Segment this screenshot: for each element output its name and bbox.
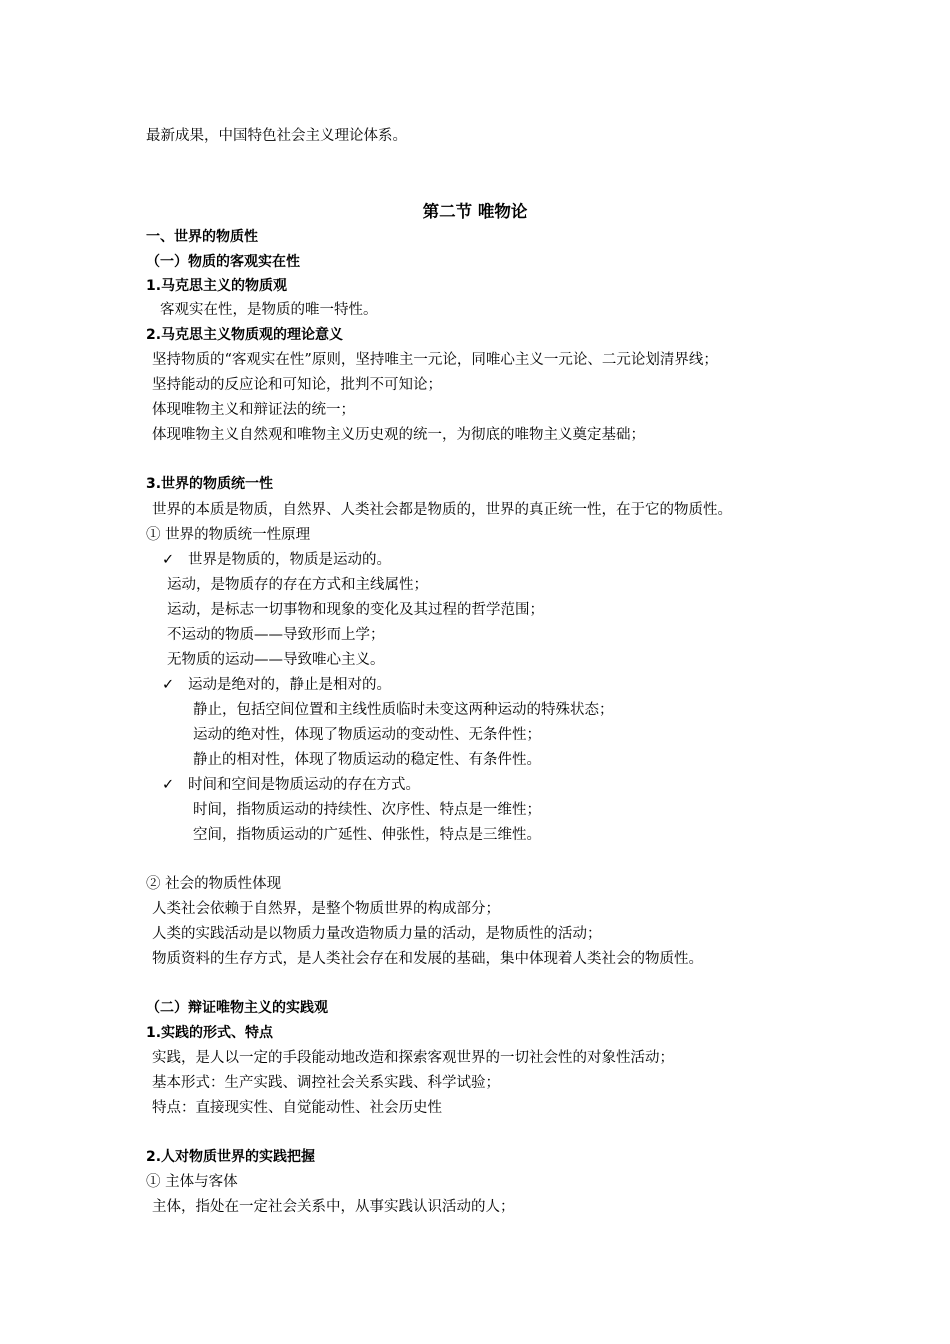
paragraph-line: 运动，是物质存的存在方式和主线属性； [167, 577, 428, 593]
bullet-item [162, 675, 391, 695]
bullet-item [162, 550, 391, 570]
paragraph-line: 无物质的运动——导致唯心主义。 [167, 652, 385, 668]
subsection-title: ① 主体与客体 [146, 1174, 238, 1190]
heading-practice-forms: 1.实践的形式、特点 [146, 1025, 274, 1041]
heading-marxist-matter-view: 1.马克思主义的物质观 [146, 278, 288, 294]
paragraph-line: 世界的本质是物质，自然界、人类社会都是物质的，世界的真正统一性，在于它的物质性。 [152, 502, 732, 518]
section-title: 第二节 唯物论 [422, 202, 528, 221]
checkmark-icon: ✓ [162, 677, 175, 693]
heading-world-materiality: 一、世界的物质性 [146, 229, 258, 245]
paragraph-line: 运动的绝对性，体现了物质运动的变动性、无条件性； [193, 727, 541, 743]
paragraph-line: 物质资料的生存方式，是人类社会存在和发展的基础，集中体现着人类社会的物质性。 [152, 951, 703, 967]
paragraph-line: 坚持物质的“客观实在性”原则，坚持唯主一元论，同唯心主义一元论、二元论划清界线； [152, 352, 718, 368]
bullet-text: 世界是物质的，物质是运动的。 [188, 552, 391, 568]
heading-practical-grasp: 2.人对物质世界的实践把握 [146, 1149, 316, 1165]
paragraph-line: 特点：直接现实性、自觉能动性、社会历史性 [152, 1100, 442, 1116]
bullet-text: 时间和空间是物质运动的存在方式。 [188, 777, 420, 793]
paragraph-line: 静止，包括空间位置和主线性质临时未变这两种运动的特殊状态； [193, 702, 614, 718]
bullet-item [162, 775, 420, 795]
heading-theoretical-significance: 2.马克思主义物质观的理论意义 [146, 327, 344, 343]
paragraph-line: 空间，指物质运动的广延性、伸张性，特点是三维性。 [193, 827, 541, 843]
heading-material-unity: 3.世界的物质统一性 [146, 476, 274, 492]
paragraph-line: 运动，是标志一切事物和现象的变化及其过程的哲学范围； [167, 602, 544, 618]
paragraph-line: 客观实在性，是物质的唯一特性。 [160, 302, 378, 318]
paragraph-line: 基本形式：生产实践、调控社会关系实践、科学试验； [152, 1075, 500, 1091]
checkmark-icon: ✓ [162, 777, 175, 793]
paragraph-line: 实践，是人以一定的手段能动地改造和探索客观世界的一切社会性的对象性活动； [152, 1050, 674, 1066]
paragraph-line: 静止的相对性，体现了物质运动的稳定性、有条件性。 [193, 752, 541, 768]
subheading-practice-view: （二）辩证唯物主义的实践观 [146, 1000, 328, 1016]
subsection-title: ① 世界的物质统一性原理 [146, 527, 311, 543]
paragraph-line: 时间，指物质运动的持续性、次序性、特点是一维性； [193, 802, 541, 818]
paragraph-line: 坚持能动的反应论和可知论，批判不可知论； [152, 377, 442, 393]
paragraph-line: 不运动的物质——导致形而上学； [167, 627, 385, 643]
intro-line: 最新成果，中国特色社会主义理论体系。 [146, 128, 407, 144]
paragraph-line: 人类的实践活动是以物质力量改造物质力量的活动，是物质性的活动； [152, 926, 602, 942]
subsection-title: ② 社会的物质性体现 [146, 876, 282, 892]
checkmark-icon: ✓ [162, 552, 175, 568]
bullet-text: 运动是绝对的，静止是相对的。 [188, 677, 391, 693]
paragraph-line: 人类社会依赖于自然界，是整个物质世界的构成部分； [152, 901, 500, 917]
subheading-objective-reality: （一）物质的客观实在性 [146, 254, 300, 270]
paragraph-line: 体现唯物主义和辩证法的统一； [152, 402, 355, 418]
paragraph-line: 主体，指处在一定社会关系中，从事实践认识活动的人； [152, 1199, 515, 1215]
paragraph-line: 体现唯物主义自然观和唯物主义历史观的统一，为彻底的唯物主义奠定基础； [152, 427, 645, 443]
